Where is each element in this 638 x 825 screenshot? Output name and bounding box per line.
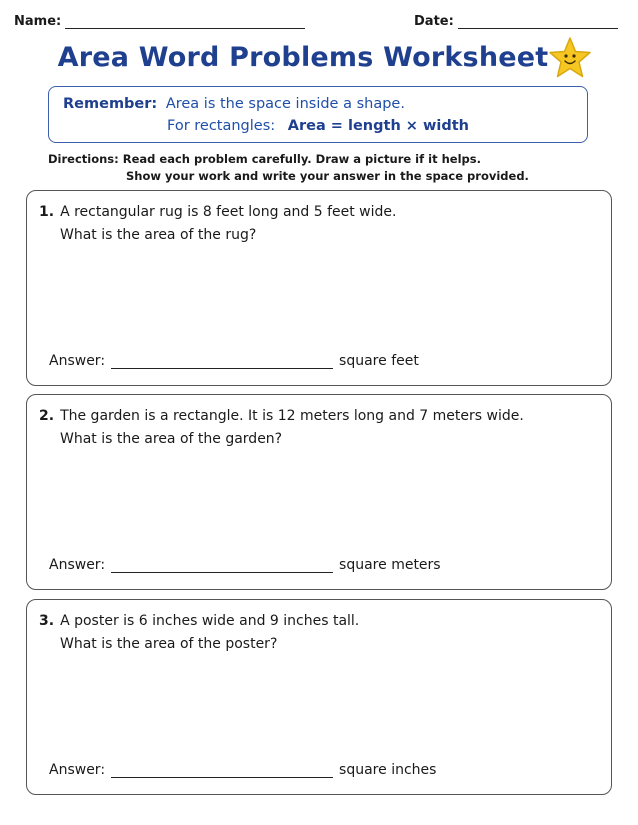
remember-label: Remember: [63,96,158,112]
area-formula: Area = length × width [287,118,470,134]
question-line-1 [39,204,396,220]
question-line-2: What is the area of the poster? [60,636,278,652]
answer-row [49,353,419,369]
answer-row [49,762,436,778]
date-field[interactable] [414,14,618,29]
formula-label: For rectangles: [167,118,276,134]
answer-unit: square feet [339,353,419,369]
star-icon [548,36,592,80]
problem-number: 1. [39,204,55,220]
question-line-2: What is the area of the garden? [60,431,283,447]
remember-text: Area is the space inside a shape. [165,96,405,112]
problem-number: 3. [39,613,55,629]
question-line-1 [39,408,524,424]
date-line[interactable] [458,15,618,29]
directions-line-1: Directions: Read each problem carefully. Draw a picture if it helps. [48,152,481,166]
answer-label: Answer: [49,762,106,778]
problem-box-1 [26,190,612,386]
answer-unit: square inches [339,762,437,778]
directions [48,151,529,185]
directions-line-2: Show your work and write your answer in the space provided. [126,169,529,183]
name-label: Name: [14,14,62,29]
answer-row [49,557,441,573]
answer-label: Answer: [49,353,106,369]
name-field[interactable] [14,14,305,29]
answer-blank[interactable] [111,763,333,778]
question-line-2: What is the area of the rug? [60,227,257,243]
problem-box-3 [26,599,612,795]
question-text: A poster is 6 inches wide and 9 inches tall. [60,613,360,629]
remember-line [63,96,405,112]
answer-blank[interactable] [111,354,333,369]
page-title: Area Word Problems Worksheet [57,42,549,73]
remember-box [48,86,588,143]
date-label: Date: [414,14,454,29]
problem-number: 2. [39,408,55,424]
formula-line [167,118,469,134]
name-line[interactable] [65,15,305,29]
answer-label: Answer: [49,557,106,573]
answer-blank[interactable] [111,558,333,573]
question-text: A rectangular rug is 8 feet long and 5 feet wide. [60,204,397,220]
answer-unit: square meters [339,557,441,573]
question-text: The garden is a rectangle. It is 12 meters long and 7 meters wide. [60,408,524,424]
problem-box-2 [26,394,612,590]
question-line-1 [39,613,359,629]
